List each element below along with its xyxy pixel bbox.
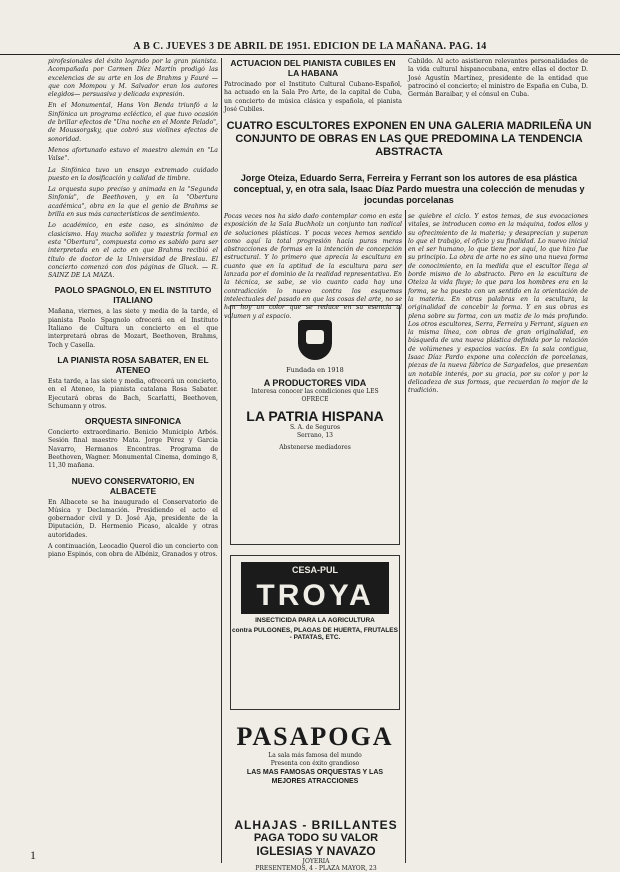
ad-footer: Abstenerse mediadores <box>279 444 351 451</box>
ad-line: LAS MAS FAMOSAS ORQUESTAS Y LAS MEJORES ATRACCIONES <box>246 769 384 785</box>
ad-line: ALHAJAS - BRILLANTES <box>234 818 398 832</box>
ad-line: INSECTICIDA PARA LA AGRICULTURA <box>255 617 375 624</box>
ad-line: La sala más famosa del mundo <box>268 752 362 759</box>
ad-founded: Fundada en 1918 <box>286 366 344 374</box>
ad-line: contra PULGONES, PLAGAS DE HUERTA, FRUTALES - PATATAS, ETC. <box>232 627 398 641</box>
ad-brand: TROYA <box>241 578 389 614</box>
ad-line: Presenta con éxito grandioso <box>270 760 360 767</box>
article-headline: ORQUESTA SINFONICA <box>84 416 182 427</box>
main-story-right-column <box>408 213 588 863</box>
article-paragraph: pirofesionales del éxito logrado por la gran pianista. Acompañada por Carmen Díez Martín prodigó las excelencias de su arte en los de Brahms y Fauré —que con Mompou y M. Salvador eran los autores elegidos— persuasiva y delicada expresión. <box>48 58 218 99</box>
ad-line: JOYERIA <box>302 858 330 865</box>
article-paragraph: Mañana, viernes, a las siete y media de la tarde, el pianista Paolo Spagnolo ofrecerá en el Instituto Italiano de Cultura un concierto en el que interpretará obras de Mozart, Beethoven, Brahms, Toch y Casella. <box>48 308 218 349</box>
column-music-news <box>48 58 218 863</box>
article-paragraph: Patrocinado por el Instituto Cultural Cubano-Español, ha actuado en la Sala Pro Arte, de la capital de Cuba, un concierto de música clásica y española, el pianista José Cubiles. <box>224 81 402 113</box>
column-cubiles-continued <box>408 58 588 118</box>
article-paragraph: se quiebre el ciclo. Y estos temas, de sus evocaciones vitales, se introducen como en la máquina, todos ellos y su ofrecimiento de la materia; y desaprecian y superan lo que el trabajo, el oficio y su finalidad. Lo nuevo inicial en el ser humano, lo que tiene por aquí, lo que hizo fue su principio. La obra de arte no es sino una nueva forma de conocimiento, en la medida que el escultor llega al borde mismo de lo abstracto. Pero en la escultura de Oteiza la vida fluye; lo que para los hombres era en la forma, se ha puesto con un sentido en la orientación de la materia. En otras palabras en la escultura, la originalidad de concebir la forma. Y en sus obras es plena sobre su forma, con un matiz de lo más profundo. Los otros escultores, Serra, Ferreira y Ferrant, siguen en la misma línea, con obras de gran originalidad, en búsqueda de una nueva plástica definida por la relación de volúmenes y espacios vacíos. En la sala contigua, Isaac Díaz Pardo expone una colección de porcelanas, piezas de la nueva fábrica de Sargadelos, que presentan un notable interés, por su gracia, por su color y por la delicadeza de sus formas, que recuerdan lo mejor de la tradición. <box>408 213 588 395</box>
column-rule <box>405 210 406 863</box>
article-headline: NUEVO CONSERVATORIO, EN ALBACETE <box>71 475 195 496</box>
article-paragraph: Esta tarde, a las siete y media, ofrecerá un concierto, en el Ateneo, la pianista catalana Rosa Sabater. Ejecutará obras de Bach, Scarlatti, Beethoven, Schumann y otros. <box>48 377 218 410</box>
ad-address: Serrano, 13 <box>297 432 333 439</box>
column-cubiles <box>224 58 402 118</box>
ad-line: PRESENTEMOS, 4 - PLAZA MAYOR, 23 <box>255 865 377 872</box>
ad-pasapoga <box>230 718 400 813</box>
article-paragraph: En Albacete se ha inaugurado el Conservatorio de Música y Declamación. Presidiendo el acto el gobernador civil y D. José Aja, presidente de la Diputación, D. Hermenio Picaso, alcalde y otras autoridades. <box>48 498 218 539</box>
column-rule <box>221 58 222 863</box>
ad-text: Interesa conocer las condiciones que LES OFRECE <box>251 388 379 403</box>
article-paragraph: Concierto extraordinario. Benicio Municipio Arbós. Sesión final maestro Mata. Jorge Pérez y Garcia Navarro, Hermanos Encontras. Programa de Beethoven, Wagner. Monumental Cinema, domingo 8, 11,30 mañana. <box>48 429 218 470</box>
ad-brand: LA PATRIA HISPANA <box>246 408 384 424</box>
article-headline: ACTUACION DEL PIANISTA CUBILES EN LA HABANA <box>230 58 396 78</box>
ad-company: S. A. de Seguros <box>289 424 341 431</box>
page-header: A B C. JUEVES 3 DE ABRIL DE 1951. EDICION DE LA MAÑANA. PAG. 14 <box>0 40 620 55</box>
article-paragraph: La Sinfónica tuvo un ensayo extremado cuidado puesto en la dosificación y calidad de timbre. <box>48 166 218 182</box>
ad-la-patria-hispana <box>230 305 400 545</box>
ad-line: IGLESIAS Y NAVAZO <box>256 844 376 858</box>
ad-brand: PASAPOGA <box>236 722 394 751</box>
article-paragraph: Cabildo. Al acto asistieron relevantes personalidades de la vida cultural hispanocubana, entre ellas el doctor D. José Agustín Martínez, presidente de la entidad que patrocinó el concierto; el ministro de España en Cuba, D. Germán Baraibar, y el cónsul en Cuba. <box>408 58 588 99</box>
shield-logo-icon <box>298 320 332 360</box>
ad-top-band: CESA-PUL <box>241 562 389 578</box>
ad-tagline: A PRODUCTORES VIDA <box>263 378 367 388</box>
article-paragraph: Menos afortunado estuvo el maestro alemán en "La Valse". <box>48 146 218 163</box>
main-story-left-column <box>224 213 402 320</box>
article-paragraph: A continuación, Leocadio Querol dio un concierto con piano Espinós, con obra de Albéniz, Granados y otros. <box>48 543 218 559</box>
article-headline: LA PIANISTA ROSA SABATER, EN EL ATENEO <box>57 354 209 375</box>
article-paragraph: La orquesta supo preciso y animada en la "Segunda Sinfonía", de Beethoven, y en la "Obertura académica", obra en la que el genio de Brahms se brilla en sus más característicos de sentimiento. <box>48 186 218 219</box>
ad-line: PAGA TODO SU VALOR <box>253 832 379 844</box>
main-headline: CUATRO ESCULTORES EXPONEN EN UNA GALERIA MADRILEÑA UN CONJUNTO DE OBRAS EN LAS QUE PREDOMINA LA TENDENCIA ABSTRACTA <box>226 120 592 158</box>
article-paragraph: Lo académico, en este caso, es sinónimo de clasicismo. Hay mucha solidez y maestría formal en esta "Obertura", compuesta como es sabido para ser interpretada en el acto en que Brahms recibió el título de doctor de la Universidad de Breslau. El concierto comenzó con dos páginas de Gluck. — R. SAINZ DE LA MAZA. <box>48 222 218 280</box>
main-subheadline: Jorge Oteiza, Eduardo Serra, Ferreira y Ferrant son los autores de esa plástica conceptual, y, en otra sala, Isaac Díaz Pardo muestra una colección de menudas y jocundas porcelanas <box>233 173 585 205</box>
article-headline: PAOLO SPAGNOLO, EN EL INSTITUTO ITALIANO <box>54 285 212 306</box>
article-paragraph: Pocas veces nos ha sido dado contemplar como en esta exposición de la Sala Buchholz un conjunto tan radical de soluciones plásticas. Y pocas veces hemos sentido como aquí la total progresión hacia puras meras abstracciones de formas en la intención de concepción estructural. Y lo primero que aprecia la escultura en cuanto que en la aptitud de la escultura para ser lanzada por el dominio de la realidad representativa. En la técnica, se sabe, se vio cuanto cada hay una contradicción lo nuevo contra los esquemas intelectuales del pasado en que las cosas del arte, no se han hoy un color que se reduce en su esencia al volumen y al espacio. <box>224 213 402 320</box>
page-mark: 1 <box>30 848 36 862</box>
article-paragraph: En el Monumental, Hans Von Benda triunfó a la Sinfónica un programa ecléctico, el que tuvo ocasión de brillar efectos de "Una noche en el Monte Pelado", de Moussorgsky, que cobró sus violines efectos de sonoridad. <box>48 102 218 143</box>
ad-troya <box>230 555 400 710</box>
ad-alhajas <box>228 818 404 872</box>
